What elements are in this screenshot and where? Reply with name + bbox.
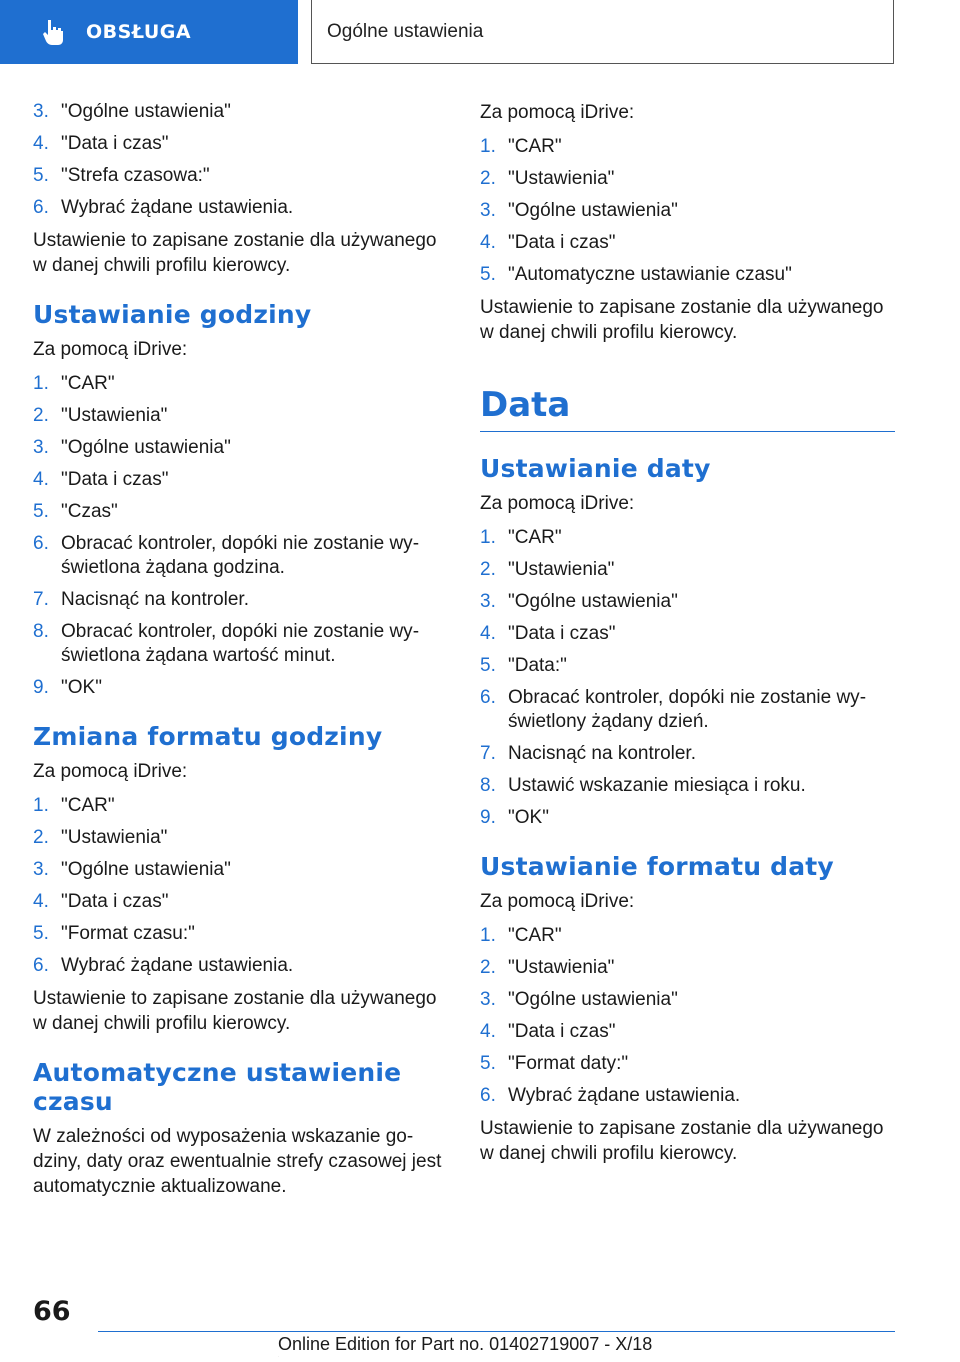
list-item [480, 654, 895, 678]
step-text: "Data i czas" [508, 623, 616, 644]
list-item [33, 588, 443, 612]
section-heading: Ustawianie daty [480, 454, 711, 483]
step-number: 8. [33, 621, 49, 642]
intro-text: Za pomocą iDrive: [33, 339, 188, 360]
list-item [33, 532, 443, 580]
step-number: 1. [480, 136, 496, 157]
step-number: 2. [480, 559, 496, 580]
intro-text: Za pomocą iDrive: [480, 891, 635, 912]
step-number: 4. [480, 1021, 496, 1042]
list-item [480, 263, 895, 287]
step-list [33, 794, 443, 978]
list-item [33, 858, 443, 882]
step-number: 3. [33, 859, 49, 880]
right-column [480, 100, 895, 1174]
note-paragraph: Ustawienie to zapisane zostanie dla używanego w danej chwili profilu kierowcy. [480, 297, 884, 343]
step-number: 6. [480, 1085, 496, 1106]
step-text: Wybrać żądane ustawienia. [61, 955, 294, 976]
section-tab-label: OBSŁUGA [86, 21, 192, 43]
step-text: "Ustawienia" [508, 168, 615, 189]
list-item [480, 135, 895, 159]
list-item [33, 196, 443, 220]
note-paragraph: Ustawienie to zapisane zostanie dla używanego w danej chwili profilu kierowcy. [480, 1118, 884, 1164]
list-item [33, 372, 443, 396]
step-number: 6. [480, 687, 496, 708]
page-number: 66 [33, 1296, 71, 1327]
step-number: 1. [480, 527, 496, 548]
step-text: "OK" [61, 677, 102, 698]
step-text: "Czas" [61, 501, 118, 522]
chapter-header [311, 0, 894, 64]
step-text: "CAR" [61, 373, 115, 394]
section-tab [0, 0, 298, 64]
body-paragraph: W zależności od wyposażenia wskazanie godziny, daty oraz ewentualnie strefy czasowej jest automatycznie aktualizowane. [33, 1126, 442, 1197]
step-text: Nacisnąć na kontroler. [508, 743, 696, 764]
step-number: 9. [33, 677, 49, 698]
step-text: "Ustawienia" [61, 827, 168, 848]
list-item [33, 826, 443, 850]
step-number: 5. [480, 655, 496, 676]
list-item [33, 436, 443, 460]
left-column [33, 100, 443, 1207]
section-heading: Ustawianie godziny [33, 300, 312, 329]
list-item [480, 526, 895, 550]
list-item [480, 1052, 895, 1076]
step-text: "Ustawienia" [508, 957, 615, 978]
step-text: "CAR" [61, 795, 115, 816]
intro-text: Za pomocą iDrive: [480, 102, 635, 123]
list-item [480, 686, 895, 734]
list-item [480, 924, 895, 948]
step-number: 7. [33, 589, 49, 610]
list-item [33, 132, 443, 156]
list-item [480, 1084, 895, 1108]
step-list [33, 100, 443, 220]
step-number: 4. [480, 232, 496, 253]
section-heading: Ustawianie formatu daty [480, 852, 834, 881]
note-paragraph: Ustawienie to zapisane zostanie dla używanego w danej chwili profilu kierowcy. [33, 988, 437, 1034]
step-text: "OK" [508, 807, 549, 828]
pointing-hand-icon [40, 18, 66, 46]
step-list [480, 135, 895, 287]
step-text: Ustawić wskazanie miesiąca i roku. [508, 775, 806, 796]
step-number: 2. [33, 827, 49, 848]
step-text: "Data i czas" [508, 232, 616, 253]
note-paragraph: Ustawienie to zapisane zostanie dla używanego w danej chwili profilu kierowcy. [33, 230, 437, 276]
step-text: "CAR" [508, 925, 562, 946]
step-number: 1. [33, 373, 49, 394]
chapter-heading: Data [480, 385, 895, 432]
list-item [33, 164, 443, 188]
step-list [33, 372, 443, 700]
list-item [33, 404, 443, 428]
list-item [33, 794, 443, 818]
list-item [480, 590, 895, 614]
list-item [33, 676, 443, 700]
step-text: "Data:" [508, 655, 567, 676]
intro-text: Za pomocą iDrive: [480, 493, 635, 514]
step-number: 4. [33, 891, 49, 912]
list-item [33, 620, 443, 668]
step-text: Obracać kontroler, dopóki nie zostanie wyświetlona żądana godzina. [61, 533, 420, 578]
step-number: 5. [480, 1053, 496, 1074]
step-text: "Data i czas" [61, 469, 169, 490]
step-text: "Ustawienia" [508, 559, 615, 580]
step-number: 2. [480, 957, 496, 978]
step-text: "Data i czas" [61, 133, 169, 154]
list-item [480, 199, 895, 223]
step-number: 6. [33, 533, 49, 554]
step-text: Obracać kontroler, dopóki nie zostanie wyświetlona żądana wartość minut. [61, 621, 420, 666]
list-item [480, 1020, 895, 1044]
list-item [480, 956, 895, 980]
list-item [33, 468, 443, 492]
section-heading: Automatyczne ustawienie czasu [33, 1058, 402, 1116]
step-number: 5. [33, 165, 49, 186]
intro-text: Za pomocą iDrive: [33, 761, 188, 782]
step-list [480, 526, 895, 830]
step-number: 4. [33, 133, 49, 154]
step-number: 3. [480, 989, 496, 1010]
step-text: Wybrać żądane ustawienia. [61, 197, 294, 218]
step-text: "Format czasu:" [61, 923, 195, 944]
step-number: 6. [33, 955, 49, 976]
list-item [33, 100, 443, 124]
step-number: 4. [480, 623, 496, 644]
step-number: 1. [480, 925, 496, 946]
step-text: "Ogólne ustawienia" [61, 859, 231, 880]
list-item [480, 558, 895, 582]
list-item [480, 806, 895, 830]
step-text: "Automatyczne ustawianie czasu" [508, 264, 792, 285]
list-item [480, 742, 895, 766]
step-number: 7. [480, 743, 496, 764]
step-number: 2. [33, 405, 49, 426]
step-number: 3. [33, 101, 49, 122]
list-item [480, 167, 895, 191]
list-item [480, 988, 895, 1012]
step-text: "Ogólne ustawienia" [61, 437, 231, 458]
section-heading: Zmiana formatu godziny [33, 722, 383, 751]
step-number: 3. [33, 437, 49, 458]
chapter-title: Ogólne ustawienia [327, 20, 484, 42]
footer-watermark [278, 1356, 279, 1357]
list-item [33, 500, 443, 524]
step-text: "Format daty:" [508, 1053, 629, 1074]
list-item [480, 231, 895, 255]
step-text: "CAR" [508, 527, 562, 548]
step-text: Wybrać żądane ustawienia. [508, 1085, 741, 1106]
step-number: 6. [33, 197, 49, 218]
step-list [480, 924, 895, 1108]
list-item [480, 774, 895, 798]
step-number: 4. [33, 469, 49, 490]
step-number: 3. [480, 591, 496, 612]
step-text: "CAR" [508, 136, 562, 157]
step-number: 3. [480, 200, 496, 221]
footer-divider [98, 1331, 895, 1332]
step-text: "Ustawienia" [61, 405, 168, 426]
step-text: "Ogólne ustawienia" [508, 989, 678, 1010]
step-number: 2. [480, 168, 496, 189]
step-text: Nacisnąć na kontroler. [61, 589, 249, 610]
step-text: "Ogólne ustawienia" [508, 591, 678, 612]
step-number: 9. [480, 807, 496, 828]
step-number: 5. [33, 923, 49, 944]
step-text: "Data i czas" [508, 1021, 616, 1042]
step-number: 5. [480, 264, 496, 285]
list-item [33, 954, 443, 978]
list-item [33, 922, 443, 946]
step-text: "Strefa czasowa:" [61, 165, 210, 186]
step-text: "Ogólne ustawienia" [61, 101, 231, 122]
step-text: "Data i czas" [61, 891, 169, 912]
step-number: 5. [33, 501, 49, 522]
step-text: Obracać kontroler, dopóki nie zostanie wyświetlony żądany dzień. [508, 687, 867, 732]
step-text: "Ogólne ustawienia" [508, 200, 678, 221]
list-item [33, 890, 443, 914]
step-number: 1. [33, 795, 49, 816]
footer-edition: Online Edition for Part no. 01402719007 - X/18 [278, 1334, 653, 1354]
step-number: 8. [480, 775, 496, 796]
list-item [480, 622, 895, 646]
